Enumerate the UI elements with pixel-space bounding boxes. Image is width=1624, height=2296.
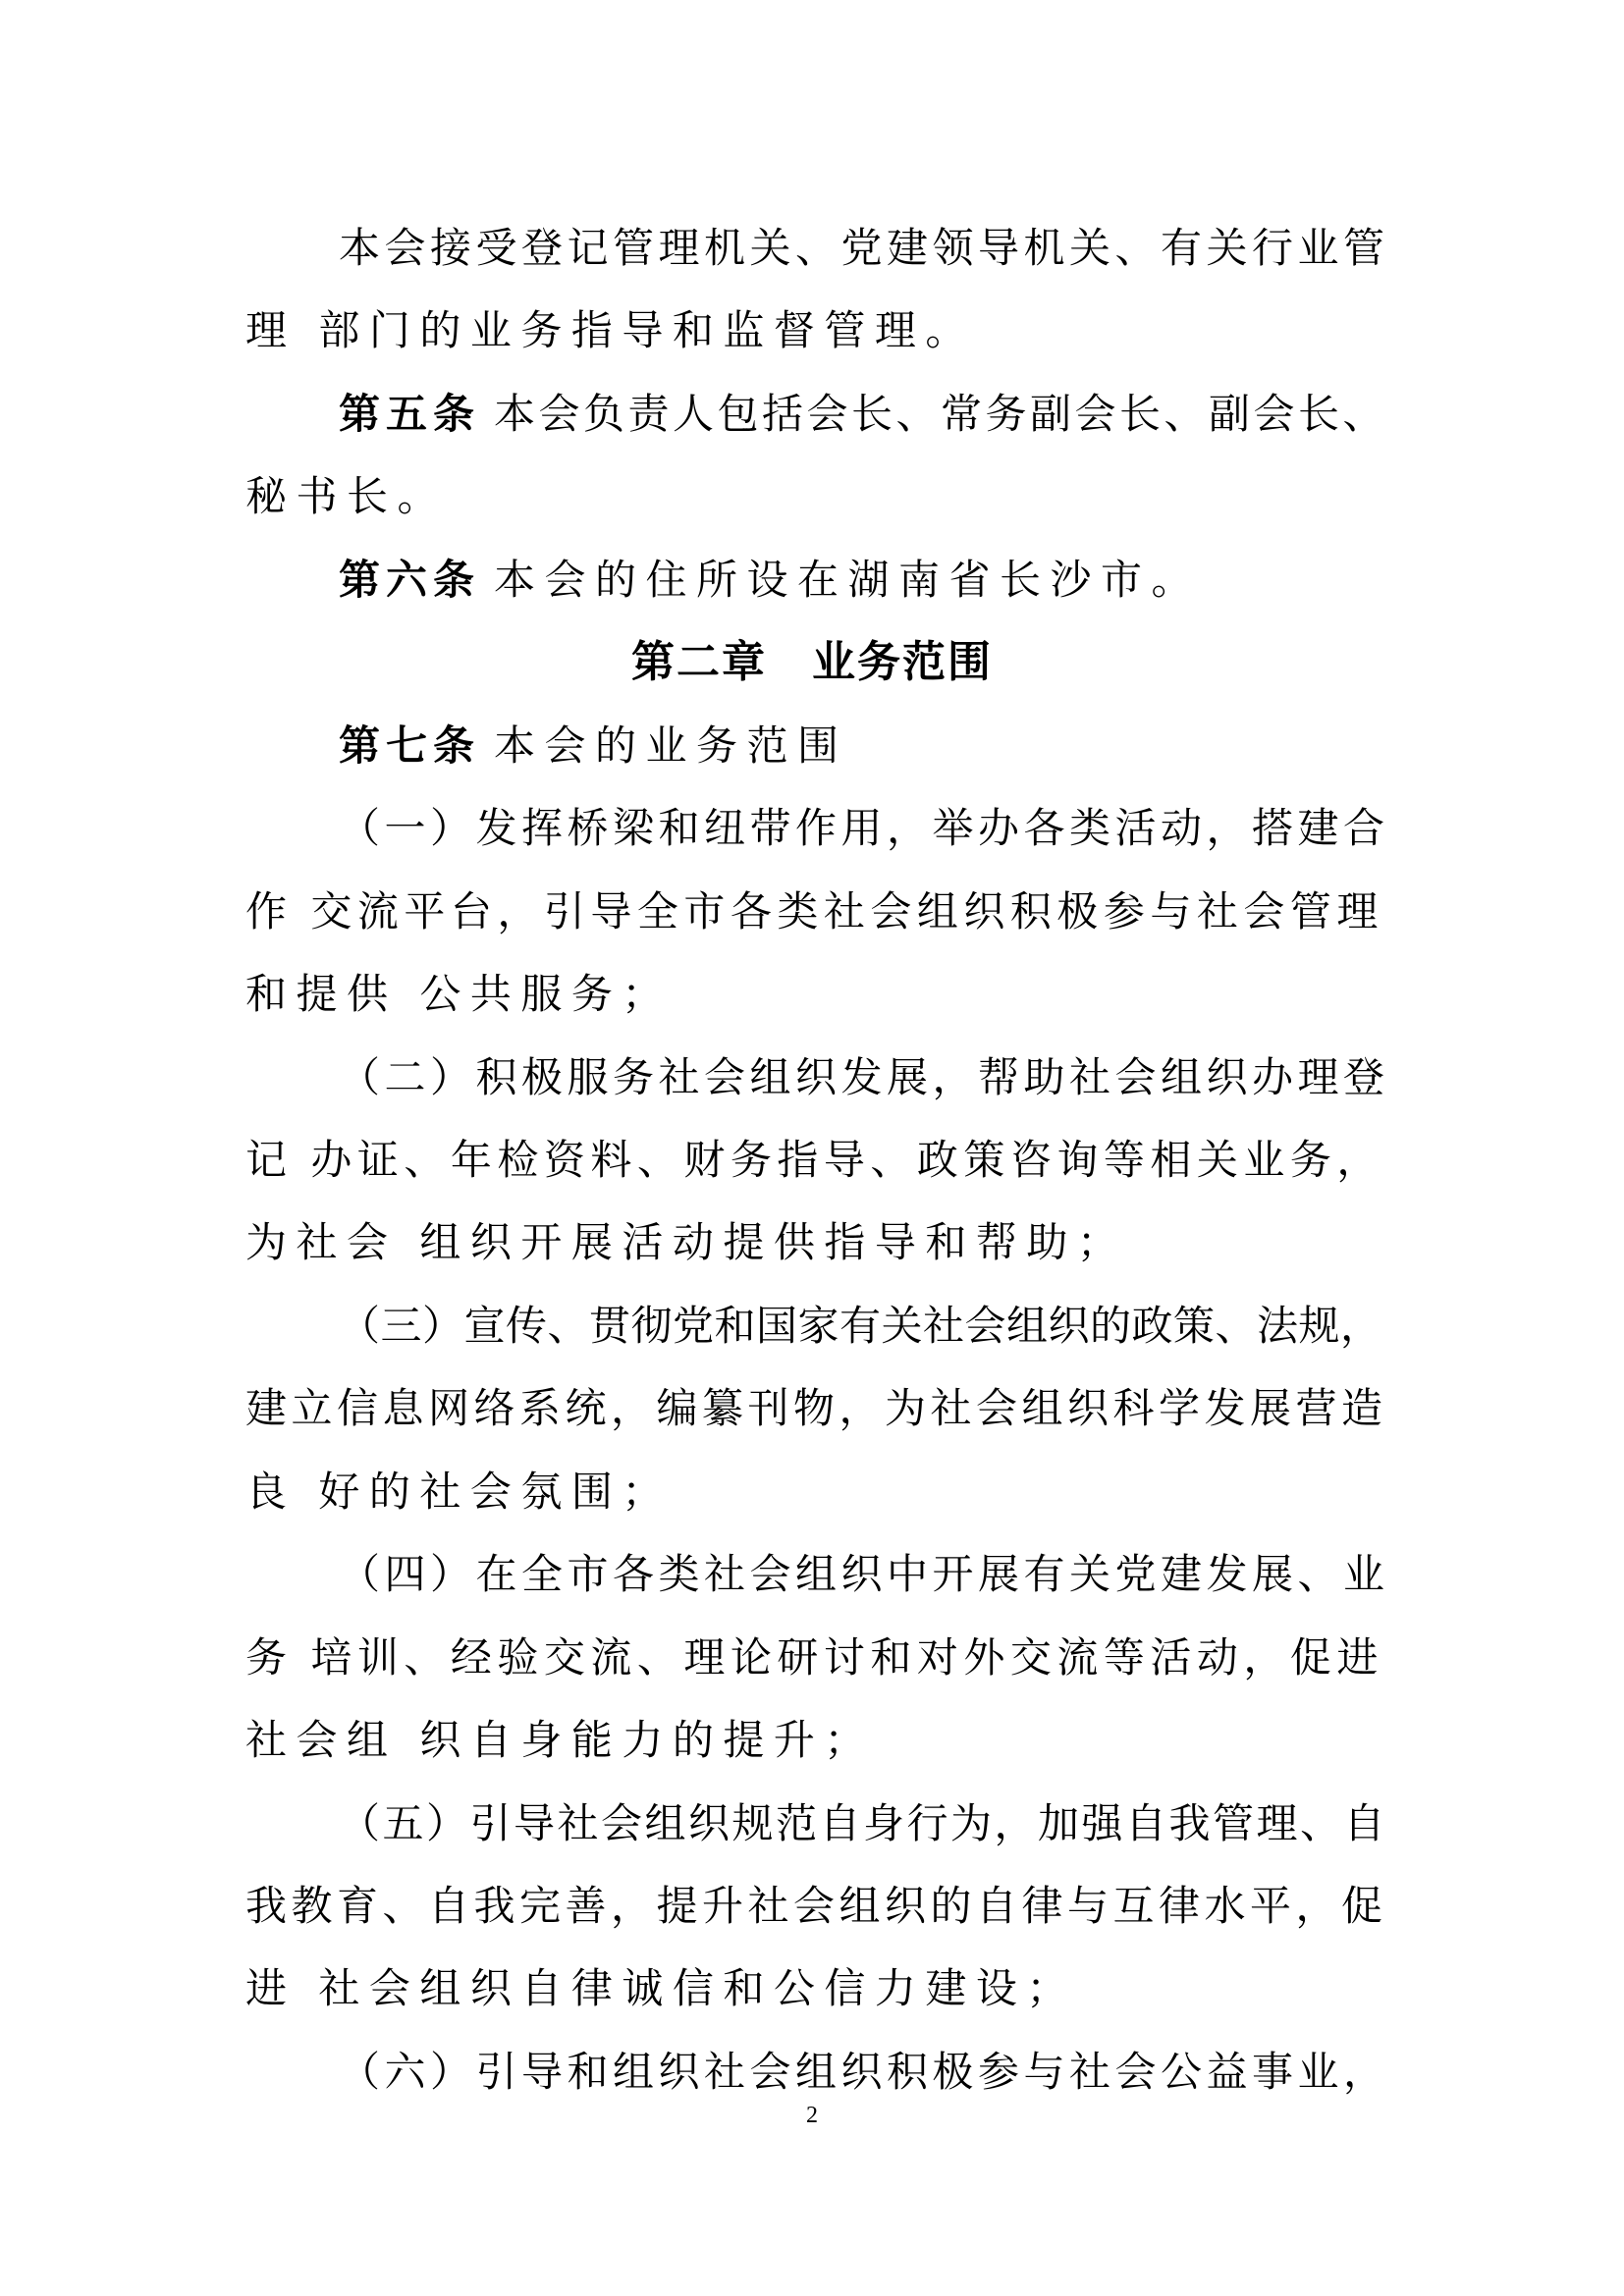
item-5-line-3: 进 社会组织自律诚信和公信力建设； bbox=[245, 1964, 1077, 2012]
item-4-line-3: 社会组 织自身能力的提升； bbox=[245, 1716, 875, 1764]
article-5-line-2: 秘书长。 bbox=[245, 472, 449, 520]
item-2-line-1: （二）积极服务社会组织发展，帮助社会组织办理登 bbox=[339, 1053, 1389, 1101]
article-6-label: 第六条 bbox=[339, 556, 481, 604]
intro-line-2: 理 部门的业务指导和监督管理。 bbox=[245, 306, 976, 354]
item-5-line-1: （五）引导社会组织规范自身行为，加强自我管理、自 bbox=[339, 1799, 1388, 1847]
item-4-line-2: 务 培训、经验交流、理论研讨和对外交流等活动，促进 bbox=[245, 1633, 1383, 1682]
article-6-text: 本会的住所设在湖南省长沙市。 bbox=[494, 556, 1203, 604]
article-5-label: 第五条 bbox=[339, 390, 481, 438]
chapter-2-heading: 第二章 业务范围 bbox=[631, 637, 993, 687]
article-7-label: 第七条 bbox=[339, 721, 481, 770]
intro-line-1: 本会接受登记管理机关、党建领导机关、有关行业管 bbox=[339, 224, 1389, 272]
item-4-line-1: （四）在全市各类社会组织中开展有关党建发展、业 bbox=[339, 1550, 1389, 1598]
item-2-line-2: 记 办证、年检资料、财务指导、政策咨询等相关业务， bbox=[245, 1136, 1383, 1184]
item-1-line-2: 作 交流平台，引导全市各类社会组织积极参与社会管理 bbox=[245, 887, 1383, 935]
article-5-text: 本会负责人包括会长、常务副会长、副会长、 bbox=[494, 390, 1388, 438]
item-5-line-2: 我教育、自我完善，提升社会组织的自律与互律水平，促 bbox=[245, 1882, 1387, 1930]
page-number: 2 bbox=[806, 2103, 818, 2128]
article-7-line-1 bbox=[339, 717, 848, 775]
article-7-text: 本会的业务范围 bbox=[494, 721, 848, 770]
item-1-line-3: 和提供 公共服务； bbox=[245, 970, 673, 1018]
article-6-line-1 bbox=[339, 551, 1202, 610]
item-3-line-3: 良 好的社会氛围； bbox=[245, 1468, 673, 1516]
article-5-line-1 bbox=[339, 385, 1387, 444]
item-1-line-1: （一）发挥桥梁和纽带作用，举办各类活动，搭建合 bbox=[339, 804, 1389, 852]
item-3-line-2: 建立信息网络系统，编纂刊物，为社会组织科学发展营造 bbox=[245, 1384, 1387, 1432]
item-6-line-1: （六）引导和组织社会组织积极参与社会公益事业， bbox=[339, 2048, 1389, 2096]
item-3-line-1: （三）宣传、贯彻党和国家有关社会组织的政策、法规， bbox=[339, 1302, 1382, 1350]
item-2-line-3: 为社会 组织开展活动提供指导和帮助； bbox=[245, 1218, 1128, 1266]
